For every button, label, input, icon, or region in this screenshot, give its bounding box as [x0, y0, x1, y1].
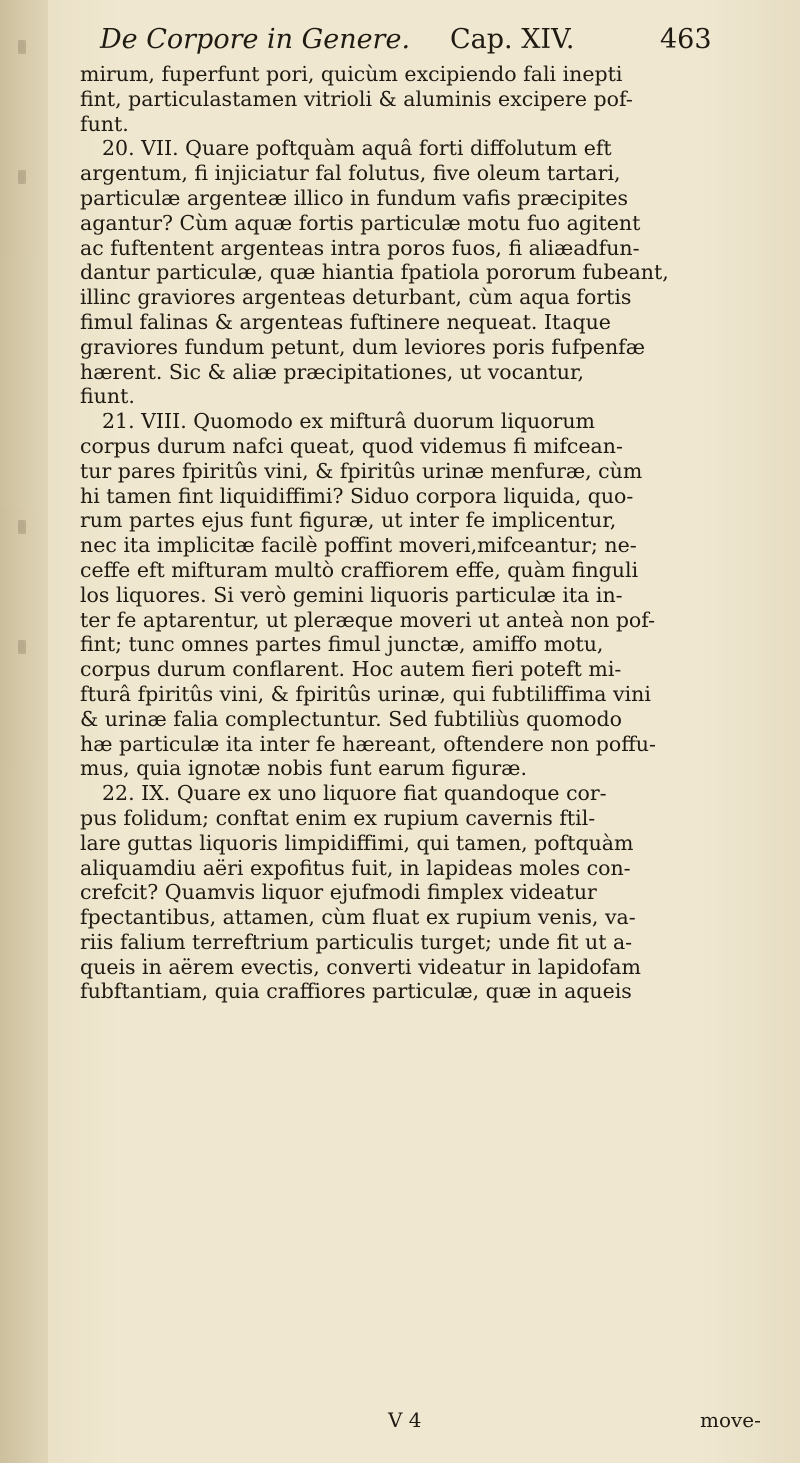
text-line: 22. IX. Quare ex uno liquore fiat quandoque cor- [102, 781, 607, 806]
text-line: nec ita implicitæ facilè poffint moveri,mifceantur; ne- [80, 533, 637, 558]
catchword: move- [700, 1408, 761, 1432]
text-line: rum partes ejus funt figuræ, ut inter fe implicentur, [80, 508, 617, 533]
text-line: 21. VIII. Quomodo ex mifturâ duorum liquorum [102, 409, 595, 434]
text-line: riis falium terreftrium particulis turget; unde fit ut a- [80, 929, 633, 954]
signature-mark: V 4 [388, 1408, 422, 1432]
text-line: ac fuftentent argenteas intra poros fuos, fi aliæadfun- [80, 235, 640, 260]
gutter-mark [18, 170, 26, 184]
text-line: mirum, fuperfunt pori, quicùm excipiendo fali inepti [80, 62, 623, 86]
text-line: hærent. Sic & aliæ præcipitationes, ut vocantur, [80, 359, 585, 384]
text-line: argentum, fi injiciatur fal folutus, five oleum tartari, [80, 161, 621, 186]
text-line: fpectantibus, attamen, cùm fluat ex rupium venis, va- [80, 905, 636, 930]
text-line: pus folidum; conftat enim ex rupium cavernis ftil- [80, 805, 596, 830]
text-line: crefcit? Quamvis liquor ejufmodi fimplex videatur [80, 880, 597, 905]
text-line: ceffe eft mifturam multò craffiorem effe, quàm finguli [80, 557, 639, 582]
gutter-mark [18, 640, 26, 654]
text-line: fubftantiam, quia craffiores particulæ, quæ in aqueis [80, 979, 632, 1004]
text-line: dantur particulæ, quæ hiantia fpatiola pororum fubeant, [80, 260, 669, 285]
text-line: corpus durum conflarent. Hoc autem fieri poteft mi- [80, 657, 622, 682]
text-line: fiunt. [80, 384, 135, 409]
text-line: lare guttas liquoris limpidiffimi, qui tamen, poftquàm [80, 830, 634, 855]
text-line: ter fe aptarentur, ut pleræque moveri ut anteà non pof- [80, 607, 656, 632]
text-line: los liquores. Si verò gemini liquoris particulæ ita in- [80, 582, 623, 607]
text-line: corpus durum nafci queat, quod videmus fi mifcean- [80, 433, 623, 458]
gutter-mark [18, 520, 26, 534]
text-line: fimul falinas & argenteas fuftinere nequeat. Itaque [80, 309, 611, 334]
book-gutter [0, 0, 48, 1463]
text-line: aliquamdiu aëri expofitus fuit, in lapideas moles con- [80, 855, 631, 880]
text-line: funt. [80, 111, 129, 136]
text-line: fturâ fpiritûs vini, & fpiritûs urinæ, qui fubtiliffima vini [80, 681, 651, 706]
text-line: fint; tunc omnes partes fimul junctæ, amiffo motu, [80, 632, 604, 657]
text-line: & urinæ falia complectuntur. Sed fubtiliùs quomodo [80, 706, 622, 731]
text-line: queis in aërem evectis, converti videatur in lapidofam [80, 954, 641, 979]
text-line: fint, particulastamen vitrioli & aluminis excipere pof- [80, 86, 633, 111]
text-line: graviores fundum petunt, dum leviores poris fufpenfæ [80, 334, 646, 359]
running-header [100, 24, 760, 64]
text-line: agantur? Cùm aquæ fortis particulæ motu fuo agitent [80, 210, 641, 235]
text-line: illinc graviores argenteas deturbant, cùm aqua fortis [80, 285, 632, 310]
text-line: hæ particulæ ita inter fe hæreant, oftendere non poffu- [80, 731, 656, 756]
gutter-mark [18, 40, 26, 54]
text-line: hi tamen fint liquidiffimi? Siduo corpora liquida, quo- [80, 483, 634, 508]
text-line: 20. VII. Quare poftquàm aquâ forti diffolutum eft [102, 136, 612, 161]
text-line: tur pares fpiritûs vini, & fpiritûs urinæ menfuræ, cùm [80, 458, 643, 483]
text-body [80, 62, 770, 1004]
running-title: De Corpore in Genere. [100, 24, 411, 55]
text-line: particulæ argenteæ illico in fundum vafis præcipites [80, 185, 629, 210]
chapter-label: Cap. XIV. [450, 24, 575, 55]
page-number: 463 [660, 24, 712, 55]
text-line: mus, quia ignotæ nobis funt earum figuræ. [80, 756, 527, 781]
